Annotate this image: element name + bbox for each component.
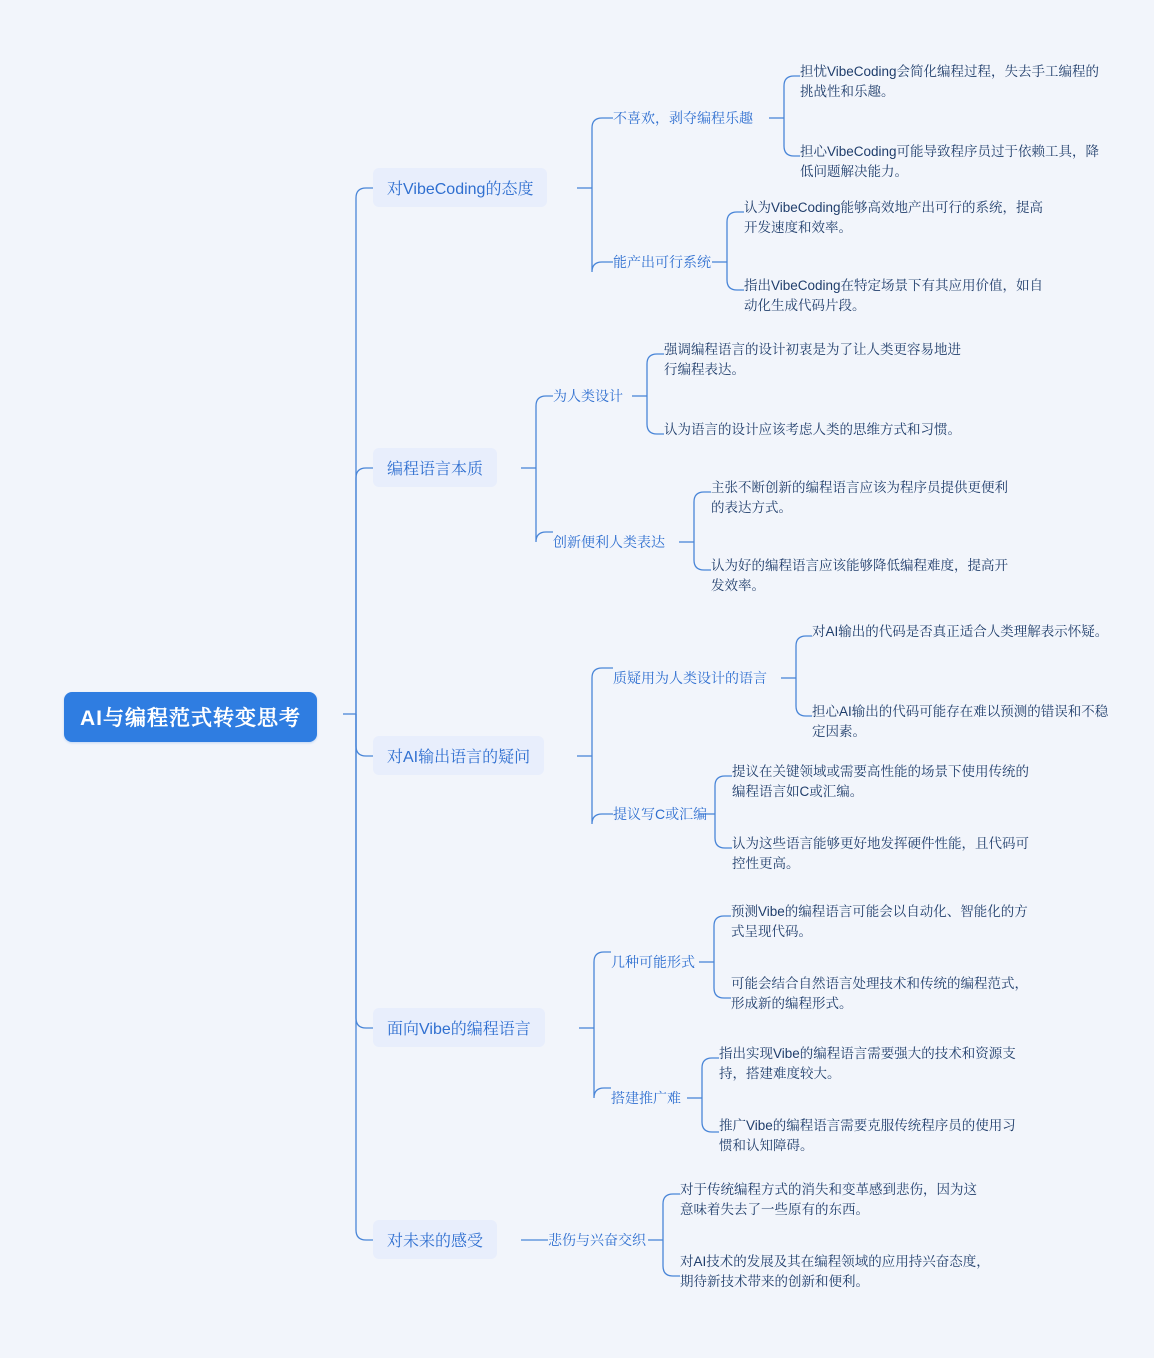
sub-node-1-2[interactable] — [613, 252, 711, 272]
leaf-node-3-1-1: 对AI输出的代码是否真正适合人类理解表示怀疑。 — [812, 624, 1109, 639]
leaf-node-4-1-1: 预测Vibe的编程语言可能会以自动化、智能化的方式呈现代码。 — [731, 904, 1028, 940]
branch-label-2: 编程语言本质 — [387, 461, 484, 478]
leaf-node-4-1-2: 可能会结合自然语言处理技术和传统的编程范式，形成新的编程形式。 — [731, 976, 1028, 1012]
branch-label-1: 对VibeCoding的态度 — [387, 181, 534, 198]
sub-label-4-2: 搭建推广难 — [611, 1090, 681, 1106]
leaf-node-1-1-1: 担忧VibeCoding会简化编程过程，失去手工编程的挑战性和乐趣。 — [800, 64, 1100, 100]
leaf-node-2-2-1: 主张不断创新的编程语言应该为程序员提供更便利的表达方式。 — [711, 480, 1008, 516]
sub-node-4-2[interactable] — [611, 1088, 681, 1108]
sub-label-4-1: 几种可能形式 — [611, 954, 695, 970]
branch-node-3[interactable] — [373, 736, 544, 775]
branch-label-5: 对未来的感受 — [387, 1233, 484, 1250]
leaf-node-5-1-2: 对AI技术的发展及其在编程领域的应用持兴奋态度，期待新技术带来的创新和便利。 — [680, 1254, 990, 1290]
sub-node-3-2[interactable] — [613, 804, 707, 824]
leaf-node-2-1-2: 认为语言的设计应该考虑人类的思维方式和习惯。 — [664, 422, 961, 437]
sub-node-4-1[interactable] — [611, 952, 695, 972]
sub-node-1-1[interactable] — [613, 108, 753, 128]
sub-node-3-1[interactable] — [613, 668, 767, 688]
leaf-node-1-2-2: 指出VibeCoding在特定场景下有其应用价值，如自动化生成代码片段。 — [744, 278, 1044, 314]
leaf-node-5-1-1: 对于传统编程方式的消失和变革感到悲伤，因为这意味着失去了一些原有的东西。 — [680, 1182, 977, 1218]
leaf-node-2-2-2: 认为好的编程语言应该能够降低编程难度，提高开发效率。 — [711, 558, 1008, 594]
root-node[interactable] — [64, 692, 317, 742]
leaf-node-4-2-1: 指出实现Vibe的编程语言需要强大的技术和资源支持，搭建难度较大。 — [719, 1046, 1016, 1082]
root-label: AI与编程范式转变思考 — [80, 707, 301, 730]
branch-node-5[interactable] — [373, 1220, 497, 1259]
sub-node-5-1[interactable] — [548, 1230, 646, 1250]
leaf-node-3-2-1: 提议在关键领域或需要高性能的场景下使用传统的编程语言如C或汇编。 — [732, 764, 1029, 800]
sub-label-2-1: 为人类设计 — [553, 388, 623, 404]
sub-label-1-2: 能产出可行系统 — [613, 254, 711, 270]
branch-node-1[interactable] — [373, 168, 547, 207]
branch-node-2[interactable] — [373, 448, 497, 487]
leaf-node-3-2-2: 认为这些语言能够更好地发挥硬件性能，且代码可控性更高。 — [732, 836, 1029, 872]
sub-label-3-2: 提议写C或汇编 — [613, 806, 708, 822]
leaf-node-4-2-2: 推广Vibe的编程语言需要克服传统程序员的使用习惯和认知障碍。 — [719, 1118, 1016, 1154]
leaf-node-2-1-1: 强调编程语言的设计初衷是为了让人类更容易地进行编程表达。 — [664, 342, 961, 378]
branch-label-4: 面向Vibe的编程语言 — [387, 1021, 531, 1038]
sub-label-5-1: 悲伤与兴奋交织 — [548, 1232, 646, 1248]
sub-node-2-1[interactable] — [553, 386, 623, 406]
sub-label-3-1: 质疑用为人类设计的语言 — [613, 670, 767, 686]
leaf-node-1-1-2: 担心VibeCoding可能导致程序员过于依赖工具，降低问题解决能力。 — [800, 144, 1100, 180]
branch-node-4[interactable] — [373, 1008, 545, 1047]
sub-label-1-1: 不喜欢，剥夺编程乐趣 — [613, 110, 753, 126]
sub-label-2-2: 创新便利人类表达 — [553, 534, 665, 550]
sub-node-2-2[interactable] — [553, 532, 665, 552]
leaf-node-3-1-2: 担心AI输出的代码可能存在难以预测的错误和不稳定因素。 — [812, 704, 1109, 740]
leaf-node-1-2-1: 认为VibeCoding能够高效地产出可行的系统，提高开发速度和效率。 — [744, 200, 1044, 236]
branch-label-3: 对AI输出语言的疑问 — [387, 749, 531, 766]
